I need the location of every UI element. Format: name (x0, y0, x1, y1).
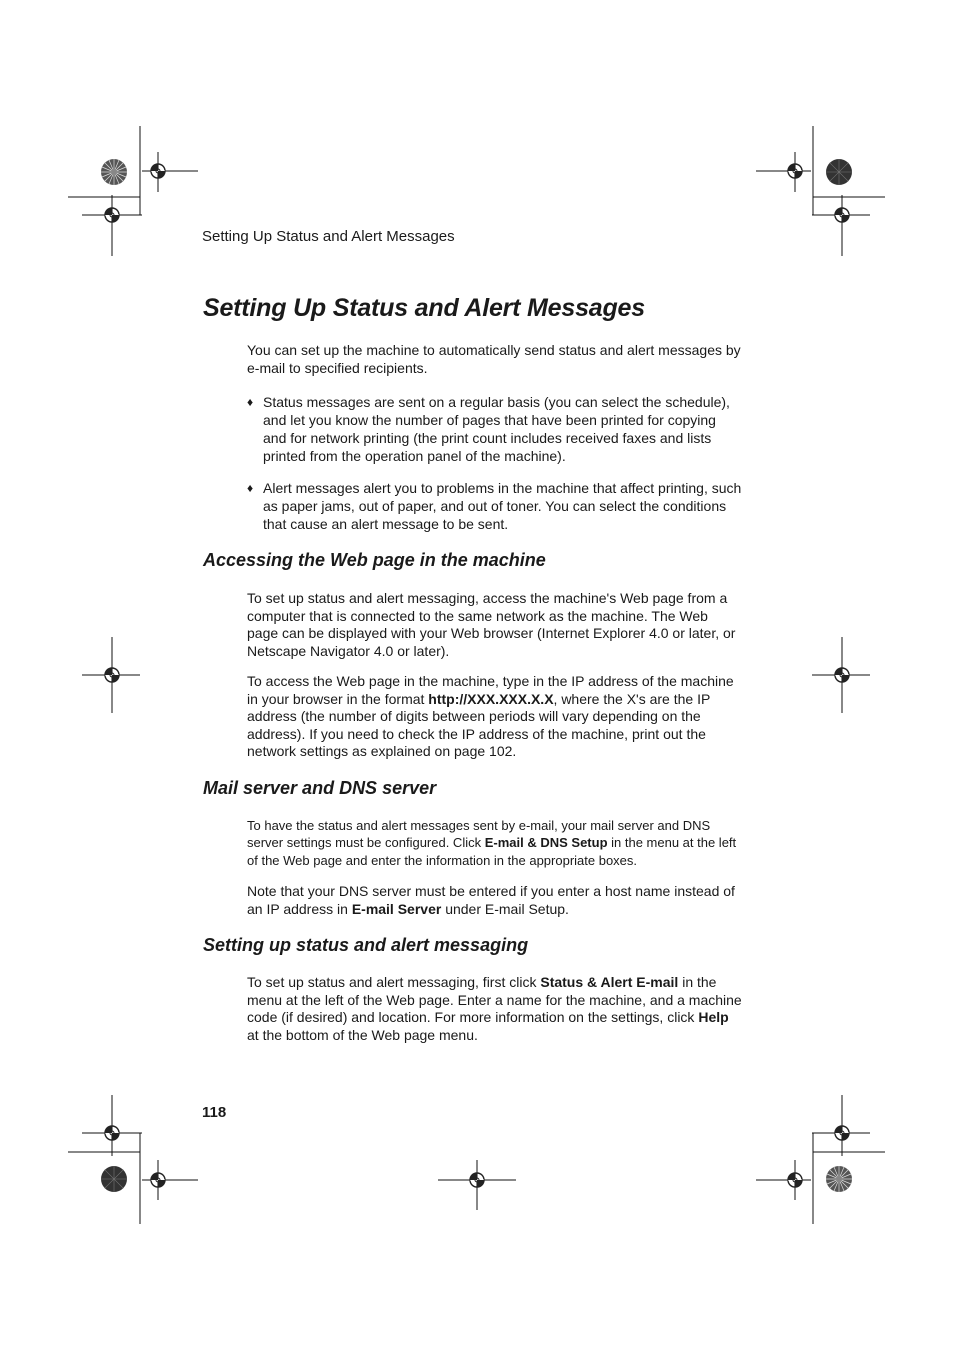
email-server-term: E-mail Server (351, 900, 442, 917)
status-alert-email-term: Status & Alert E-mail (540, 974, 679, 990)
status-alert-paragraph: To set up status and alert messaging, first click Status & Alert E-mail in the menu at the left of the Web page. Enter a name for the machine, and a machine code (if desired) and location. For more information on the settings, click Help at the bottom of the Web page menu. (247, 974, 742, 1043)
running-header: Setting Up Status and Alert Messages (202, 228, 455, 245)
bullet-alert-messages (247, 479, 742, 533)
bullet-diamond-icon: ♦ (247, 481, 254, 495)
page-number: 118 (202, 1104, 227, 1121)
section-heading-web-page: Accessing the Web page in the machine (203, 550, 546, 570)
bullet-status-messages (247, 393, 742, 465)
intro-paragraph: You can set up the machine to automatically send status and alert messages by e-mail to specified recipients. (247, 342, 741, 376)
section-heading-status-alert: Setting up status and alert messaging (203, 935, 529, 955)
web-page-paragraph-2: To access the Web page in the machine, type in the IP address of the machine in your browser in the format http://XXX.XXX.X.X, where the X's are the IP address (the number of digits between periods will vary depending on the address). If you need to check the IP address of the machine, print out the network settings as explained on page 102. (247, 673, 734, 759)
web-page-paragraph-1: To set up status and alert messaging, access the machine's Web page from a computer that is connected to the same network as the machine. The Web page can be displayed with your Web browser (Internet Explorer 4.0 or later, or Netscape Navigator 4.0 or later). (247, 590, 736, 659)
url-format: http://XXX.XXX.X.X (428, 690, 554, 707)
mail-server-paragraph-2: Note that your DNS server must be entered if you enter a host name instead of an IP address in E-mail Server under E-mail Setup. (247, 883, 735, 917)
email-dns-setup-term: E-mail & DNS Setup (484, 835, 608, 851)
mail-server-paragraph-1: To have the status and alert messages sent by e-mail, your mail server and DNS server settings must be configured. Click E-mail & DNS Setup in the menu at the left of the Web page and enter the information in the appropriate boxes. (247, 818, 737, 868)
help-term: Help (698, 1009, 729, 1025)
bullet-text: Alert messages alert you to problems in the machine that affect printing, such as paper jams, out of paper, and out of toner. You can select the conditions that cause an alert message to be sent. (263, 480, 742, 532)
bullet-diamond-icon: ♦ (247, 395, 254, 409)
section-heading-mail-server: Mail server and DNS server (203, 778, 437, 798)
bullet-text: Status messages are sent on a regular basis (you can select the schedule), and let you know the number of pages that have been printed for copying and for network printing (the print count includes received faxes and lists printed from the operation panel of the machine). (263, 394, 730, 464)
page-title: Setting Up Status and Alert Messages (203, 294, 645, 322)
